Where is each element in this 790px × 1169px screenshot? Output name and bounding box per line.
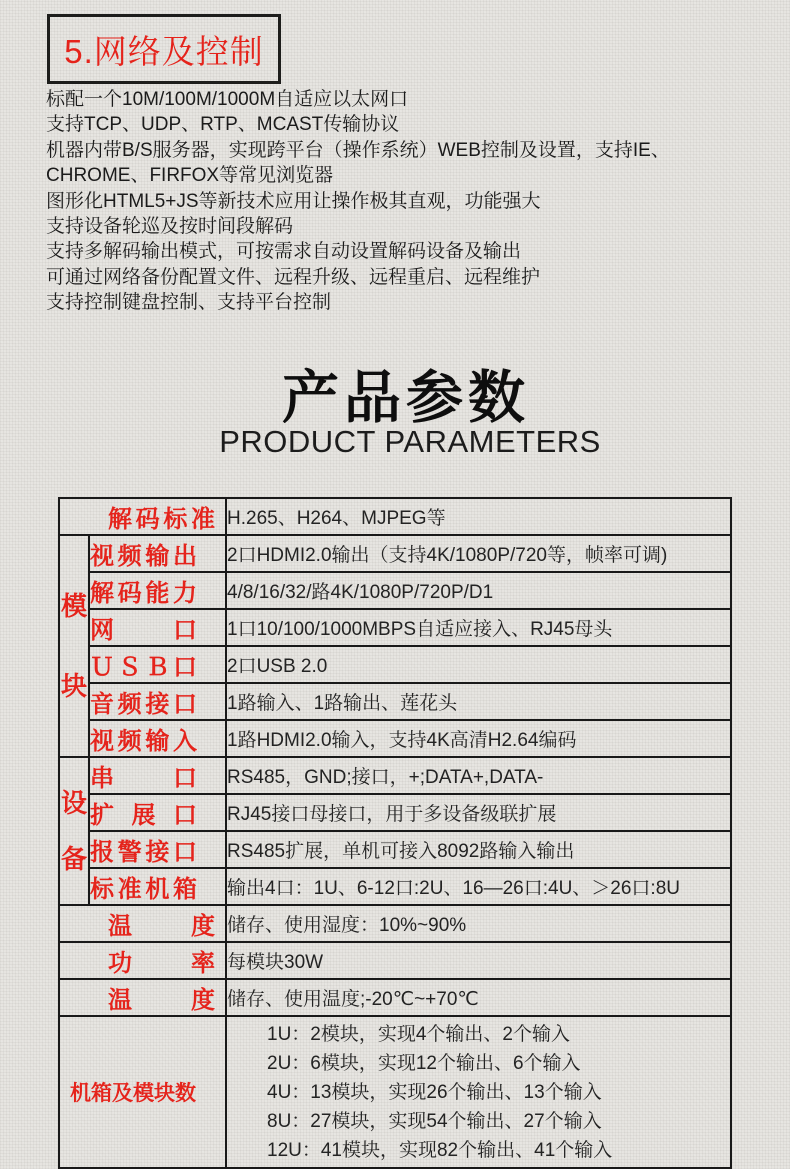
spec-table [58,497,732,1169]
row-value: 1路输入、1路输出、莲花头 [226,683,731,720]
row-label: 温度 [108,987,215,1014]
table-row [59,535,731,572]
feature-item: 标配一个10M/100M/1000M自适应以太网口 [46,89,409,110]
row-label-cell [89,535,226,572]
row-value [226,1016,731,1168]
row-label-cell [89,609,226,646]
row-label: 解码能力 [90,580,197,607]
row-label: ＵＳＢ口 [90,654,197,681]
row-value: 4/8/16/32/路4K/1080P/720P/D1 [226,572,731,609]
feature-item: 支持TCP、UDP、RTP、MCAST传输协议 [46,114,400,136]
row-label-cell [89,572,226,609]
row-label: 温度 [108,913,215,940]
row-label-cell [89,757,226,794]
chassis-line: 1U：2模块，实现4个输出、2个输入 [267,1023,570,1045]
row-label-cell [89,868,226,905]
feature-item: 支持多解码输出模式，可按需求自动设置解码设备及输出 [46,241,522,263]
feature-item: 支持控制键盘控制、支持平台控制 [46,292,332,314]
table-row [59,868,731,905]
table-row [59,794,731,831]
table-row [59,609,731,646]
row-value: 输出4口：1U、6-12口:2U、16—26口:4U、＞26口:8U [226,868,731,905]
table-row [59,905,731,942]
row-label-cell [59,905,226,942]
table-row [59,942,731,979]
row-label-cell [59,942,226,979]
row-value: 1口10/100/1000MBPS自适应接入、RJ45母头 [226,609,731,646]
section-header-box [47,14,281,84]
row-label-cell [59,498,226,535]
row-label: 功率 [108,950,215,977]
feature-item: 支持设备轮巡及按时间段解码 [46,216,294,238]
group-label-device [59,757,89,905]
row-label-cell [59,979,226,1016]
group-char: 模 [60,591,87,622]
table-row [59,979,731,1016]
table-row [59,1016,731,1168]
row-value: RS485扩展，单机可接入8092路输入输出 [226,831,731,868]
table-row [59,831,731,868]
chassis-line: 2U：6模块，实现12个输出、6个输入 [267,1052,581,1074]
row-value: 储存、使用温度;-20℃~+70℃ [226,979,731,1016]
row-value: 储存、使用湿度：10%~90% [226,905,731,942]
row-label: 报警接口 [90,839,197,866]
table-row [59,646,731,683]
table-row [59,683,731,720]
table-row [59,572,731,609]
page-subtitle: PRODUCT PARAMETERS [219,424,601,459]
row-label-cell [89,720,226,757]
row-label: 网口 [90,617,197,644]
row-label-cell [89,683,226,720]
feature-list [46,87,752,316]
row-value: 2口HDMI2.0输出（支持4K/1080P/720等，帧率可调) [226,535,731,572]
row-label: 标准机箱 [90,876,197,903]
row-label: 视频输出 [90,543,197,570]
row-label: 扩展口 [90,802,197,829]
row-label-cell [89,794,226,831]
row-value: 每模块30W [226,942,731,979]
table-row [59,498,731,535]
row-label: 串口 [90,765,197,792]
row-label-cell [59,1016,226,1168]
row-label-cell [89,831,226,868]
feature-item: 机器内带B/S服务器，实现跨平台（操作系统）WEB控制及设置，支持IE、CHROME、FIRFOX等常见浏览器 [46,139,670,187]
row-label: 解码标准 [108,506,215,533]
group-char: 备 [60,843,87,874]
row-value: RJ45接口母接口，用于多设备级联扩展 [226,794,731,831]
feature-item: 可通过网络备份配置文件、远程升级、远程重启、远程维护 [46,266,541,288]
row-label: 机箱及模块数 [70,1082,196,1105]
table-row [59,757,731,794]
chassis-line: 4U：13模块，实现26个输出、13个输入 [267,1081,602,1103]
row-label: 音频接口 [90,691,197,718]
group-label-module [59,535,89,757]
group-char: 设 [60,788,87,819]
row-label-cell [89,646,226,683]
row-value: H.265、H264、MJPEG等 [226,498,731,535]
chassis-line: 12U：41模块，实现82个输出、41个输入 [267,1139,613,1161]
row-value: 1路HDMI2.0输入，支持4K高清H2.64编码 [226,720,731,757]
table-row [59,720,731,757]
section-header-title: 5.网络及控制 [64,32,264,70]
page-title: 产品参数 [282,366,530,430]
chassis-line: 8U：27模块，实现54个输出、27个输入 [267,1110,602,1132]
row-value: RS485，GND;接口，+;DATA+,DATA- [226,757,731,794]
row-value: 2口USB 2.0 [226,646,731,683]
feature-item: 图形化HTML5+JS等新技术应用让操作极其直观，功能强大 [46,190,541,212]
row-label: 视频输入 [90,728,197,755]
group-char: 块 [60,670,87,701]
